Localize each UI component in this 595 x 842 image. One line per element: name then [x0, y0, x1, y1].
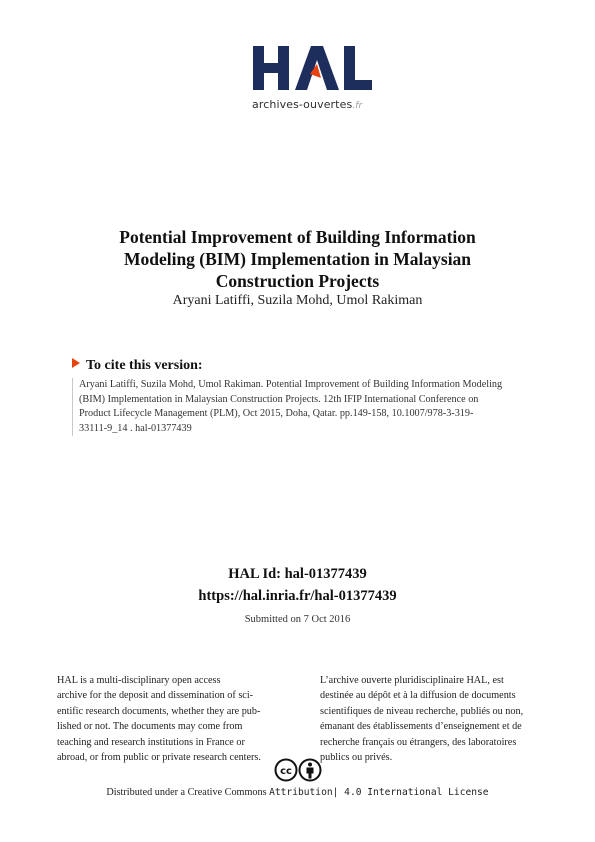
title-line: Potential Improvement of Building Information: [119, 227, 476, 247]
title-line: Construction Projects: [215, 271, 380, 291]
title-line: Modeling (BIM) Implementation in Malaysian: [123, 249, 472, 269]
citation-line: Product Lifecycle Management (PLM), Oct 2015, Doha, Qatar. pp.149-158, 10.1007/978-3-319-: [79, 408, 474, 420]
description-line: émanant des établissements d’enseignement et de: [320, 721, 522, 733]
license-text: Distributed under a Creative Commons Attribution| 4.0 International License: [106, 787, 489, 798]
description-line: entific research documents, whether they are pub-: [57, 705, 261, 717]
triangle-right-icon: [72, 358, 80, 368]
description-french: [320, 673, 558, 765]
description-line: recherche français ou étrangers, des laboratoires: [320, 736, 517, 748]
hal-id: HAL Id: hal-01377439: [228, 566, 367, 582]
svg-text:cc: cc: [280, 766, 292, 777]
submitted-date: Submitted on 7 Oct 2016: [244, 614, 351, 625]
description-line: scientifiques de niveau recherche, publiés ou non,: [320, 705, 524, 717]
description-line: HAL is a multi-disciplinary open access: [57, 675, 221, 686]
description-line: abroad, or from public or private research centers.: [57, 752, 261, 764]
license-name[interactable]: Attribution| 4.0 International License: [269, 787, 489, 798]
citation-text: [72, 378, 541, 436]
paper-title: [60, 226, 535, 292]
description-line: lished or not. The documents may come from: [57, 721, 243, 733]
citation-line: Aryani Latiffi, Suzila Mohd, Umol Rakiman. Potential Improvement of Building Information Modeling: [79, 379, 503, 390]
description-english: [57, 673, 295, 765]
paper-authors: Aryani Latiffi, Suzila Mohd, Umol Rakiman: [172, 293, 423, 308]
hal-url-link[interactable]: https://hal.inria.fr/hal-01377439: [198, 588, 397, 604]
logo-subtitle: archives-ouvertes.fr: [252, 98, 363, 111]
creative-commons-by-icon[interactable]: [274, 758, 322, 782]
description-line: destinée au dépôt et à la diffusion de documents: [320, 690, 516, 702]
description-line: archive for the deposit and dissemination of sci-: [57, 690, 254, 702]
citation-line: 33111-9_14 . hal-01377439: [79, 422, 192, 434]
description-line: teaching and research institutions in France or: [57, 736, 245, 748]
description-line: L’archive ouverte pluridisciplinaire HAL, est: [320, 675, 504, 686]
cite-heading: To cite this version:: [72, 358, 203, 374]
citation-line: (BIM) Implementation in Malaysian Construction Projects. 12th IFIP International Conference on: [79, 393, 479, 405]
description-line: publics ou privés.: [320, 752, 393, 764]
